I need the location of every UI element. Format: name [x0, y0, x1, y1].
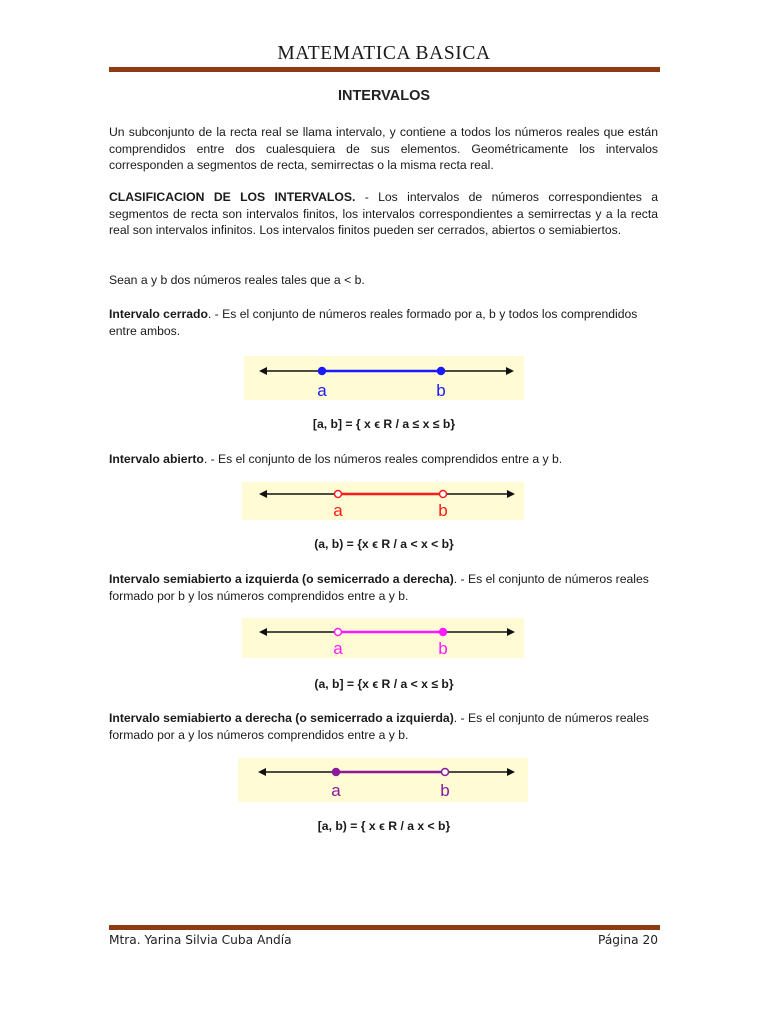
- interval-half-open-right-definition: [109, 710, 658, 743]
- label-b: b: [440, 781, 450, 800]
- header-rule: [109, 67, 660, 72]
- label-b: b: [436, 381, 446, 400]
- footer-author: Mtra. Yarina Silvia Cuba Andía: [109, 933, 292, 947]
- interval-closed-heading: Intervalo cerrado: [109, 307, 208, 321]
- section-title: INTERVALOS: [337, 88, 431, 104]
- endpoint-b: [442, 769, 449, 776]
- formula-open: (a, b) = {x ϵ R / a < x < b}: [314, 537, 454, 551]
- interval-open-definition: [109, 451, 658, 468]
- number-line-closed: [244, 356, 524, 400]
- endpoint-b: [440, 491, 447, 498]
- endpoint-b: [438, 368, 445, 375]
- label-a: a: [333, 639, 343, 658]
- classification-text: - Los intervalos de números correspondientes a segmentos de recta son intervalos finitos, los intervalos correspondientes a semirrectas y a la recta real son intervalos infinitos. Los intervalos finitos pueden ser cerrados, abiertos o semiabiertos.: [109, 190, 658, 238]
- endpoint-a: [335, 629, 342, 636]
- classification-heading: CLASIFICACION DE LOS INTERVALOS.: [109, 190, 356, 204]
- number-line-open: [242, 482, 524, 520]
- footer-page-number: Página 20: [598, 933, 658, 947]
- right-arrowhead: [507, 628, 515, 636]
- interval-half-open-left-text: . - Es el conjunto de números reales formado por b y los números comprendidos entre a y b.: [109, 572, 649, 603]
- interval-closed-text: . - Es el conjunto de números reales formado por a, b y todos los comprendidos entre ambos.: [109, 307, 638, 338]
- formula-half-open-left: (a, b] = {x ϵ R / a < x ≤ b}: [314, 677, 454, 691]
- right-arrowhead: [507, 768, 515, 776]
- label-b: b: [438, 501, 448, 520]
- label-a: a: [331, 781, 341, 800]
- intro-paragraph: Un subconjunto de la recta real se llama intervalo, y contiene a todos los números reales que están comprendidos entre dos cualesquiera de sus elementos. Geométricamente los intervalos corresponden a segmentos de recta, semirrectas o la misma recta real.: [109, 125, 658, 173]
- number-line-half-open-right-svg: [238, 758, 528, 802]
- label-a: a: [317, 381, 327, 400]
- number-line-closed-svg: [244, 356, 524, 400]
- label-b: b: [438, 639, 448, 658]
- left-arrowhead: [258, 768, 266, 776]
- classification-paragraph: [109, 189, 658, 239]
- endpoint-a: [319, 368, 326, 375]
- endpoint-a: [335, 491, 342, 498]
- label-a: a: [333, 501, 343, 520]
- right-arrowhead: [506, 367, 514, 375]
- footer-rule: [109, 925, 660, 930]
- formula-closed: [a, b] = { x ϵ R / a ≤ x ≤ b}: [312, 417, 456, 431]
- left-arrowhead: [259, 628, 267, 636]
- endpoint-b: [440, 629, 447, 636]
- left-arrowhead: [259, 367, 267, 375]
- interval-open-text: . - Es el conjunto de los números reales comprendidos entre a y b.: [203, 452, 563, 466]
- interval-closed-definition: [109, 306, 658, 339]
- number-line-half-open-left-svg: [242, 618, 524, 658]
- interval-half-open-left-definition: [109, 571, 658, 604]
- number-line-half-open-left: [242, 618, 524, 658]
- page-header-title: MATEMATICA BASICA: [277, 43, 491, 64]
- interval-half-open-left-heading: Intervalo semiabierto a izquierda (o semicerrado a derecha): [109, 572, 454, 586]
- formula-half-open-right: [a, b) = { x ϵ R / a x < b}: [317, 819, 451, 833]
- premise-paragraph: Sean a y b dos números reales tales que a < b.: [109, 273, 365, 287]
- left-arrowhead: [259, 490, 267, 498]
- number-line-half-open-right: [238, 758, 528, 802]
- endpoint-a: [333, 769, 340, 776]
- interval-half-open-right-text: . - Es el conjunto de números reales formado por a y los números comprendidos entre a y b.: [109, 711, 649, 742]
- interval-open-heading: Intervalo abierto: [109, 452, 204, 466]
- right-arrowhead: [507, 490, 515, 498]
- number-line-open-svg: [242, 482, 524, 520]
- interval-half-open-right-heading: Intervalo semiabierto a derecha (o semicerrado a izquierda): [109, 711, 454, 725]
